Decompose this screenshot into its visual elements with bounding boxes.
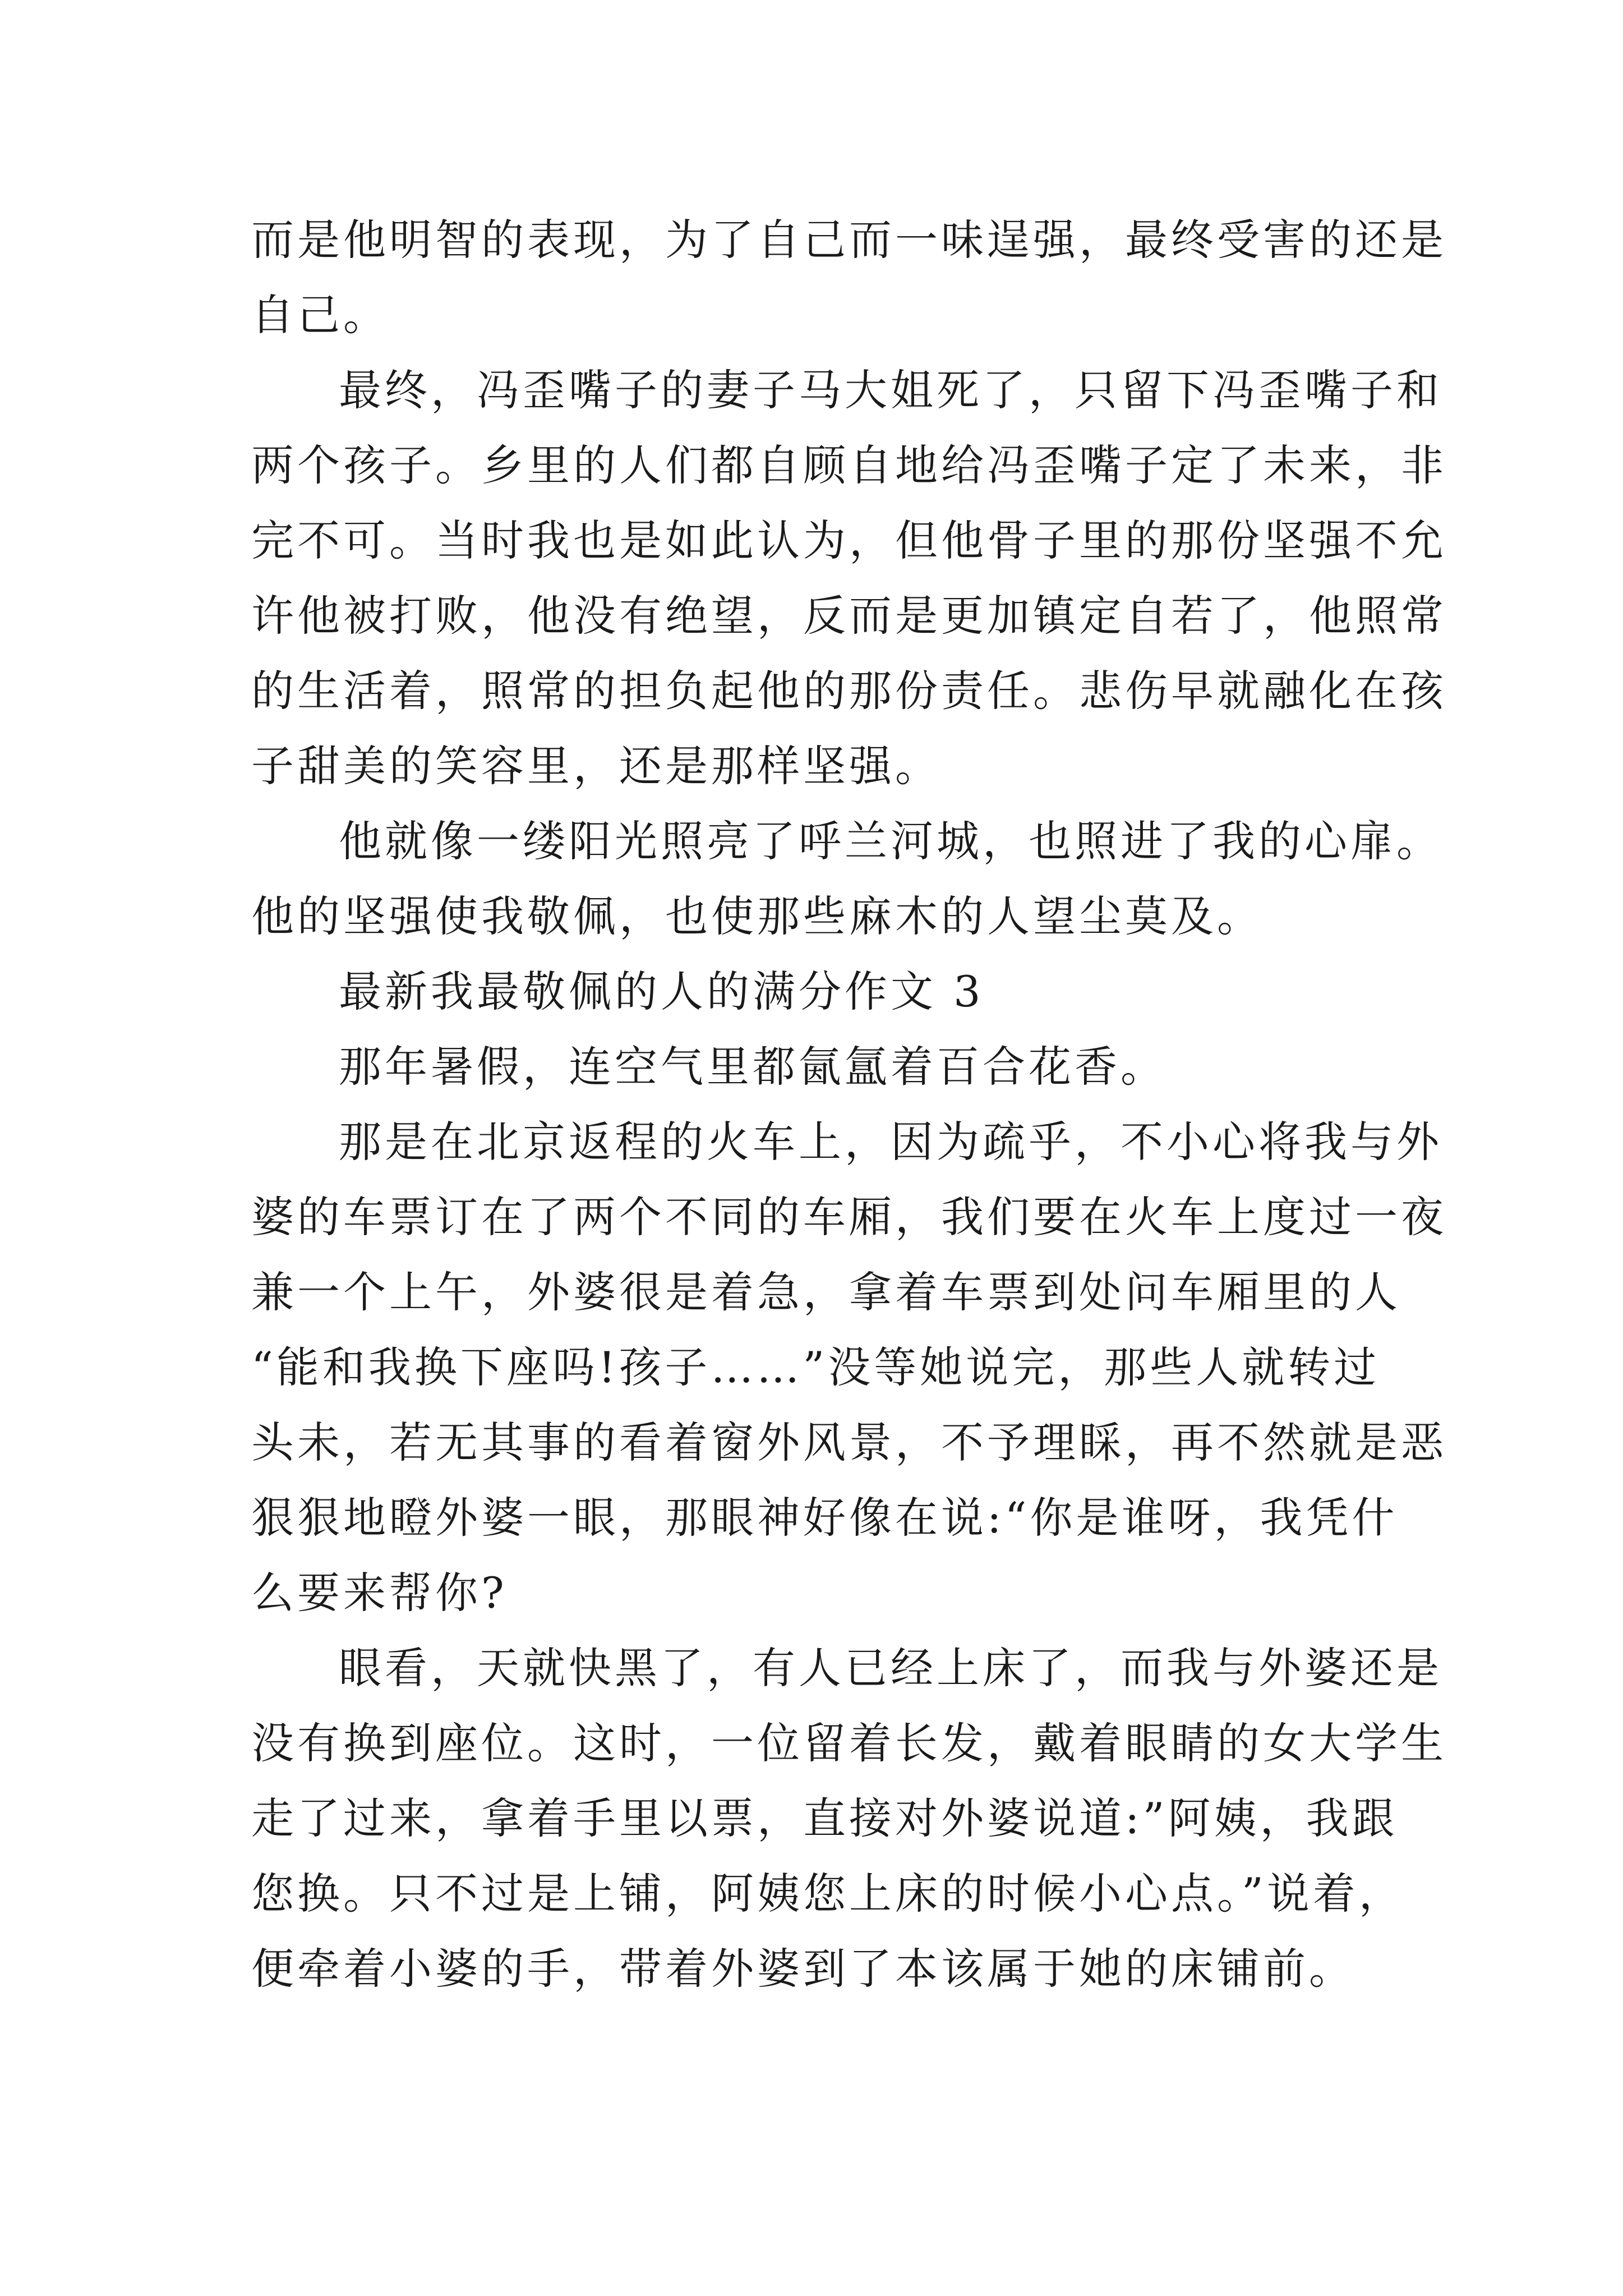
text-line: 婆的车票订在了两个不同的车厢，我们要在火车上度过一夜 xyxy=(251,1192,1447,1242)
text-line: 兼一个上午，外婆很是着急，拿着车票到处问车厢里的人 xyxy=(251,1267,1401,1317)
text-line: 两个孩子。乡里的人们都自顾自地给冯歪嘴子定了未来，非 xyxy=(251,440,1447,490)
text-line: “能和我换下座吗!孩子……”没等她说完，那些人就转过 xyxy=(251,1342,1380,1392)
text-line: 自己。 xyxy=(251,290,389,340)
text-line: 么要来帮你? xyxy=(251,1568,508,1618)
text-line: 没有换到座位。这时，一位留着长发，戴着眼睛的女大学生 xyxy=(251,1718,1447,1768)
text-line: 完不可。当时我也是如此认为，但他骨子里的那份坚强不允 xyxy=(251,516,1447,565)
section-heading: 最新我最敬佩的人的满分作文 3 xyxy=(339,967,984,1016)
paragraph-start: 最终，冯歪嘴子的妻子马大姐死了，只留下冯歪嘴子和 xyxy=(339,365,1442,415)
paragraph-start: 那是在北京返程的火车上，因为疏乎，不小心将我与外 xyxy=(339,1117,1442,1167)
text-line: 子甜美的笑容里，还是那样坚强。 xyxy=(251,741,941,791)
text-line: 他的坚强使我敬佩，也使那些麻木的人望尘莫及。 xyxy=(251,891,1263,941)
text-line: 而是他明智的表现，为了自己而一味逞强，最终受害的还是 xyxy=(251,215,1447,265)
paragraph-start: 那年暑假，连空气里都氤氲着百合花香。 xyxy=(339,1042,1166,1092)
paragraph-start: 他就像一缕阳光照亮了呼兰河城，也照进了我的心扉。 xyxy=(339,816,1442,866)
paragraph-start: 眼看，天就快黑了，有人已经上床了，而我与外婆还是 xyxy=(339,1643,1442,1693)
text-line: 走了过来，拿着手里以票，直接对外婆说道:”阿姨，我跟 xyxy=(251,1793,1398,1843)
text-line: 头未，若无其事的看着窗外风景，不予理睬，再不然就是恶 xyxy=(251,1418,1447,1467)
text-line: 许他被打败，他没有绝望，反而是更加镇定自若了，他照常 xyxy=(251,591,1447,641)
text-line: 的生活着，照常的担负起他的那份责任。悲伤早就融化在孩 xyxy=(251,666,1447,716)
text-line: 狠狠地瞪外婆一眼，那眼神好像在说:“你是谁呀，我凭什 xyxy=(251,1493,1398,1543)
text-line: 您换。只不过是上铺，阿姨您上床的时候小心点。”说着， xyxy=(251,1869,1405,1918)
text-line: 便牵着小婆的手，带着外婆到了本该属于她的床铺前。 xyxy=(251,1944,1355,1994)
